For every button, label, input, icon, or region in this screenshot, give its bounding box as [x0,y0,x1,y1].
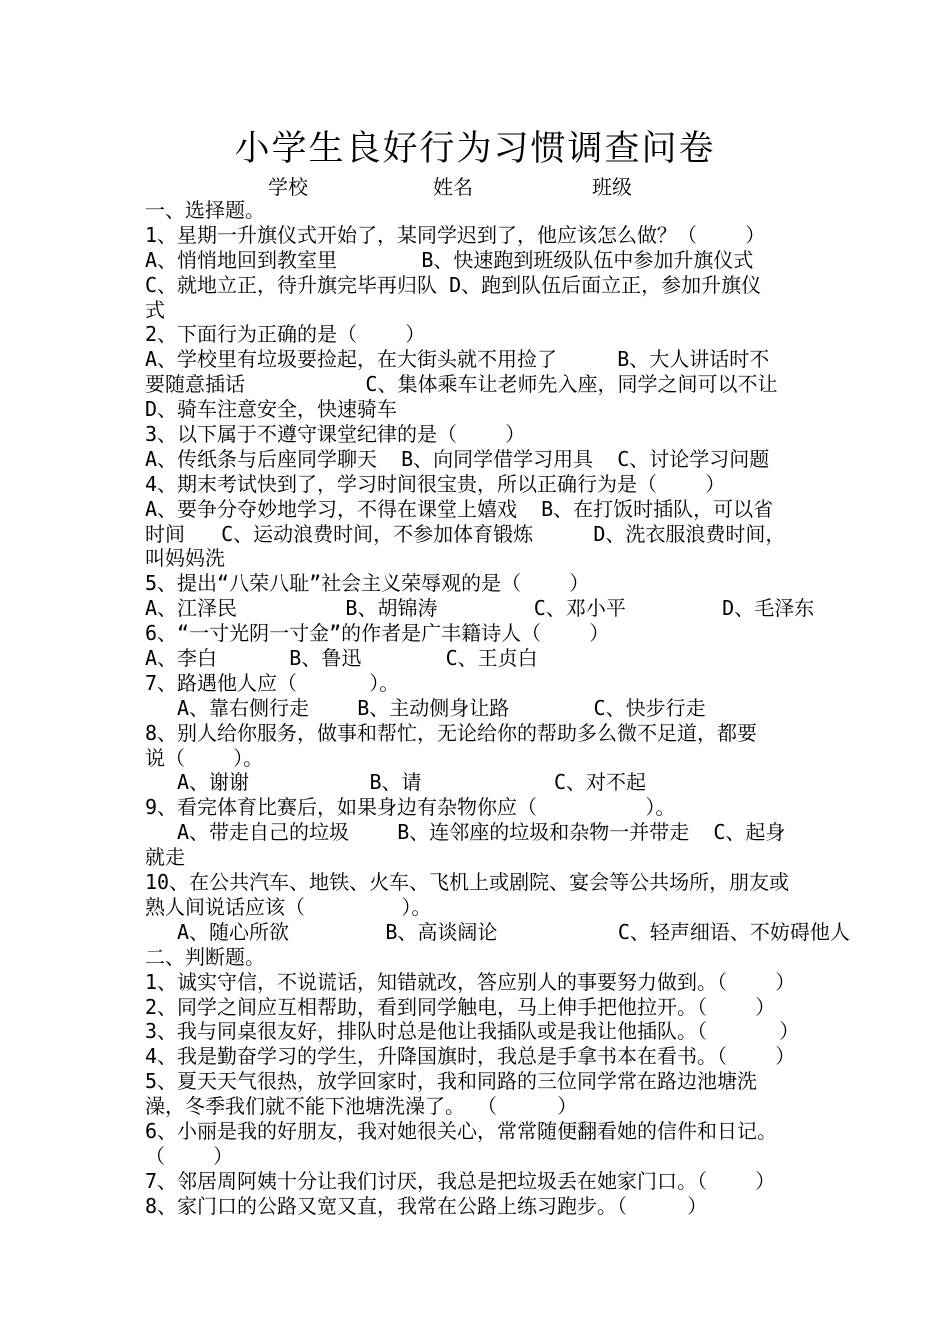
option-line: 就走 [145,845,185,870]
judgment-line: （ ） [145,1143,234,1168]
question-line: 10、在公共汽车、地铁、火车、飞机上或剧院、宴会等公共场所，朋友或 [145,870,790,895]
judgment-line: 4、我是勤奋学习的学生，升降国旗时，我总是手拿书本在看书。（ ） [145,1044,796,1069]
option-line: D、骑车注意安全，快速骑车 [145,397,398,422]
judgment-line: 3、我与同桌很友好，排队时总是他让我插队或是我让他插队。（ ） [145,1019,800,1044]
question-line: 8、别人给你服务，做事和帮忙，无论给你的帮助多么微不足道，都要 [145,720,758,745]
question-line: 3、以下属于不遵守课堂纪律的是（ ） [145,422,526,447]
judgment-line: 1、诚实守信，不说谎话，知错就改，答应别人的事要努力做到。（ ） [145,969,796,994]
judgment-line: 6、小丽是我的好朋友，我对她很关心，常常随便翻看她的信件和日记。 [145,1118,778,1143]
option-line: A、随心所欲 B、高谈阔论 C、轻声细语、不妨碍他人 [177,919,850,944]
section-heading-judgment: 二、判断题。 [145,944,265,969]
option-line: A、带走自己的垃圾 B、连邻座的垃圾和杂物一并带走 C、起身 [177,820,786,845]
question-line: 5、提出“八荣八耻”社会主义荣辱观的是（ ） [145,571,590,596]
school-field-label: 学校 [268,175,308,199]
name-field-label: 姓名 [433,175,473,199]
option-line: A、谢谢 B、请 C、对不起 [177,770,646,795]
judgment-line: 8、家门口的公路又宽又直，我常在公路上练习跑步。（ ） [145,1193,708,1218]
question-line: 4、期末考试快到了，学习时间很宝贵，所以正确行为是（ ） [145,471,726,496]
question-line: 6、“一寸光阴一寸金”的作者是广丰籍诗人（ ） [145,621,610,646]
question-line: 熟人间说话应该（ ）。 [145,894,432,919]
option-line: A、江泽民 B、胡锦涛 C、邓小平 D、毛泽东 [145,596,815,621]
question-body [145,198,850,1219]
page-title: 小学生良好行为习惯调查问卷 [234,129,716,169]
option-line: A、传纸条与后座同学聊天 B、向同学借学习用具 C、讨论学习问题 [145,446,770,471]
option-line: A、学校里有垃圾要捡起，在大街头就不用捡了 B、大人讲话时不 [145,347,770,372]
judgment-line: 7、邻居周阿姨十分让我们讨厌，我总是把垃圾丢在她家门口。（ ） [145,1168,776,1193]
section-heading-choice: 一、选择题。 [145,198,265,222]
judgment-line: 澡，冬季我们就不能下池塘洗澡了。 （ ） [145,1094,578,1119]
question-line: 1、星期一升旗仪式开始了，某同学迟到了，他应该怎么做？（ ） [145,222,766,247]
option-line: A、靠右侧行走 B、主动侧身让路 C、快步行走 [177,695,706,720]
option-line: C、就地立正，待升旗完毕再归队 D、跑到队伍后面立正，参加升旗仪 [145,272,762,297]
question-line: 9、看完体育比赛后，如果身边有杂物你应（ ）。 [145,795,676,820]
class-field-label: 班级 [592,175,632,199]
question-line: 7、路遇他人应（ ）。 [145,670,400,695]
option-line: 要随意插话 C、集体乘车让老师先入座，同学之间可以不让 [145,372,778,397]
question-line: 说（ ）。 [145,745,264,770]
option-line: 时间 C、运动浪费时间，不参加体育锻炼 D、洗衣服浪费时间， [145,521,786,546]
option-line: 叫妈妈洗 [145,546,225,571]
question-line: 2、下面行为正确的是（ ） [145,322,426,347]
judgment-line: 5、夏天天气很热，放学回家时，我和同路的三位同学常在路边池塘洗 [145,1069,758,1094]
judgment-line: 2、同学之间应互相帮助，看到同学触电，马上伸手把他拉开。（ ） [145,994,776,1019]
option-line: A、悄悄地回到教室里 B、快速跑到班级队伍中参加升旗仪式 [145,247,754,272]
option-line: 式 [145,297,165,322]
option-line: A、要争分夺妙地学习，不得在课堂上嬉戏 B、在打饭时插队，可以省 [145,496,774,521]
option-line: A、李白 B、鲁迅 C、王贞白 [145,646,538,671]
